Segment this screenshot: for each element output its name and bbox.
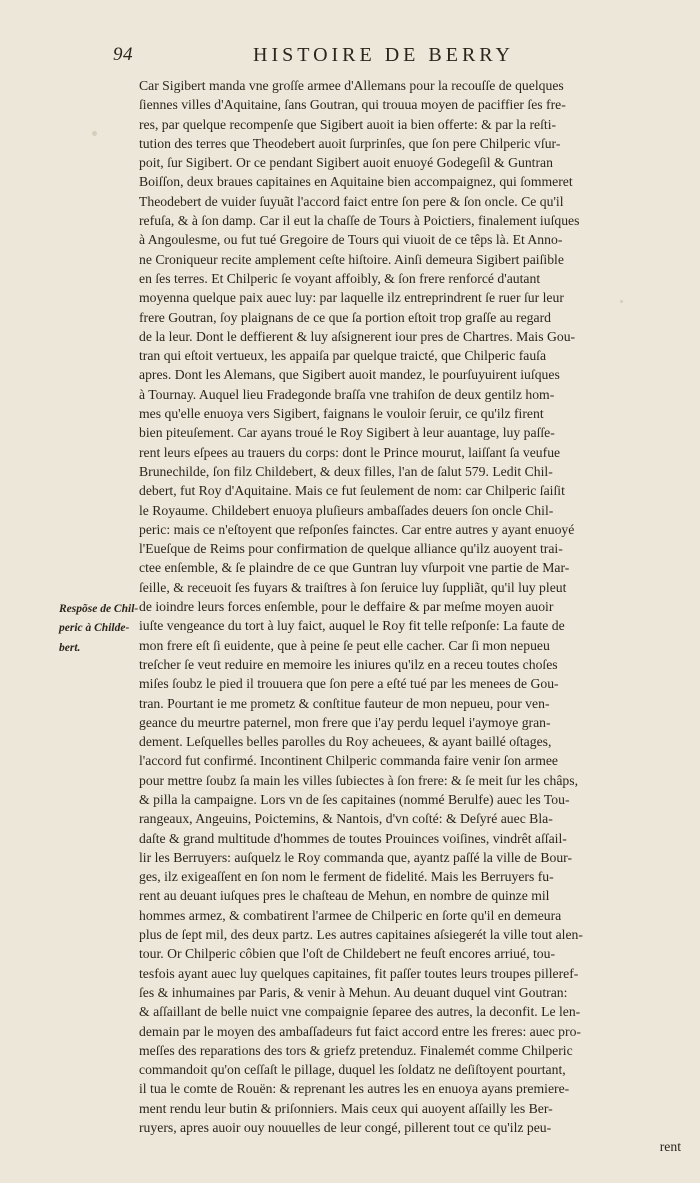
text-line: meſſes des reparations des tors & griefz pretenduz. Finalemét comme Chilperic	[139, 1042, 573, 1058]
text-line: ruyers, apres auoir ouy nouuelles de leur congé, pillerent tout ce qu'ilz peu-	[139, 1120, 552, 1136]
text-line: peric: mais ce n'eſtoyent que reſponſes fainctes. Car entre autres y ayant enuoyé	[139, 521, 575, 537]
text-line: poit, ſur Sigibert. Or ce pendant Sigibert auoit enuoyé Godegeſil & Guntran	[139, 155, 553, 171]
text-line: & pilla la campaigne. Lors vn de ſes capitaines (nommé Berulfe) auec les Tou-	[139, 791, 570, 807]
text-line: commandoit qu'on ceſſaſt le pillage, duquel les ſoldatz ne deſiſtoyent pourtant,	[139, 1062, 566, 1078]
text-line: apres. Dont les Alemans, que Sigibert auoit mandez, le pourſuyuirent iuſques	[139, 367, 560, 383]
marginal-note	[59, 600, 139, 658]
text-line: pour mettre ſoubz ſa main les villes ſubiectes à ſon frere: & ſe meit ſur les châps,	[139, 772, 579, 788]
text-line: l'Eueſque de Reims pour confirmation de quelque alliance qu'ilz auoyent trai-	[139, 541, 563, 557]
marginal-note-line: bert.	[59, 641, 81, 654]
text-line: Boiſſon, deux braues capitaines en Aquitaine bien accompaignez, qui ſommeret	[139, 174, 573, 190]
page-number: 94	[113, 44, 133, 65]
text-line: rent au deuant iuſques pres le chaſteau de Mehun, en nombre de quinze mil	[139, 888, 550, 904]
text-line: ne Croniqueur recite amplement ceſte hiſtoire. Ainſi demeura Sigibert paiſible	[139, 251, 564, 267]
text-line: de la leur. Dont le deffierent & luy aſsignerent iour pres de Chartres. Mais Gou-	[139, 328, 576, 344]
text-line: rangeaux, Angeuins, Poictemins, & Nantois, d'vn coſté: & Deſyré auec Bla-	[139, 811, 553, 827]
text-line: de ioindre leurs forces enſemble, pour le deffaire & par meſme moyen auoir	[139, 599, 554, 615]
text-line: miſes ſoubz le pied il trouuera que ſon pere a eſté tué par les menees de Gou-	[139, 676, 559, 692]
text-line: frere Goutran, ſoy plaignans de ce que ſa portion eſtoit trop graſſe au regard	[139, 309, 551, 325]
text-line: Brunechilde, ſon filz Childebert, & deux filles, l'an de ſalut 579. Ledit Chil-	[139, 463, 553, 479]
text-line: Theodebert de vuider ſuyuãt l'accord faict entre ſon pere & ſon oncle. Ce qu'il	[139, 193, 564, 209]
text-line: bien piteuſement. Car ayans troué le Roy Sigibert à leur auantage, luy paſſe-	[139, 425, 555, 441]
text-line: hommes armez, & combatirent l'armee de Chilperic en ſorte qu'il en demeura	[139, 907, 562, 923]
ink-spot	[92, 131, 97, 136]
text-line: à Angoulesme, ou fut tué Gregoire de Tours qui viuoit de ce têps là. Et Anno-	[139, 232, 563, 248]
text-line: plus de ſept mil, des deux partz. Les autres capitaines aſsiegerét la ville tout alen-	[139, 927, 583, 943]
text-line: demain par le moyen des ambaſſadeurs fut faict accord entre les freres: auec pro-	[139, 1023, 581, 1039]
marginal-note-line: Respõse de Chil-	[59, 603, 139, 615]
text-line: mon frere eſt ſi euidente, que à peine ſe peut elle cacher. Car ſi mon nepueu	[139, 637, 550, 653]
text-line: debert, fut Roy d'Aquitaine. Mais ce fut ſeulement de nom: car Chilperic ſaiſit	[139, 483, 565, 499]
text-line: refuſa, & à ſon damp. Car il eut la chaſſe de Tours à Poictiers, finalement iuſques	[139, 213, 580, 229]
text-line: l'accord fut confirmé. Incontinent Chilperic commanda faire venir ſon armee	[139, 753, 558, 769]
text-line: geance du meurtre paternel, mon frere que i'ay perdu lequel i'aymoye gran-	[139, 714, 551, 730]
text-line: il tua le comte de Rouën: & reprenant les autres les en enuoya ayans premiere-	[139, 1081, 570, 1097]
marginal-note-line: peric à Childe-	[59, 622, 130, 635]
text-line: mes qu'elle enuoya vers Sigibert, faignans le vouloir ſeruir, ce qu'ilz firent	[139, 406, 544, 422]
text-line: le Royaume. Childebert enuoya pluſieurs ambaſſades deuers ſon oncle Chil-	[139, 502, 554, 518]
text-line: moyenna quelque paix auec luy: par laquelle ilz entreprindrent ſe ruer ſur leur	[139, 290, 564, 306]
text-line: tour. Or Chilperic côbien que l'oſt de Childebert ne feuſt encores arriué, tou-	[139, 946, 555, 962]
text-line: tran. Pourtant ie me prometz & conſtitue fauteur de mon nepueu, pour ven-	[139, 695, 550, 711]
running-title: HISTOIRE DE BERRY	[253, 44, 514, 66]
text-line: ctee enſemble, & ſe plaindre de ce que Guntran luy vſurpoit vne partie de Mar-	[139, 560, 570, 576]
text-line: à Tournay. Auquel lieu Fradegonde braſſa vne trahiſon de deux gentilz hom-	[139, 386, 555, 402]
text-line: tran qui eſtoit vertueux, les appaiſa par quelque traicté, que Chilperic fauſa	[139, 348, 547, 364]
page-header	[113, 44, 583, 74]
text-line: treſcher ſe veut reduire en memoire les iniures qu'ilz en a receu toutes choſes	[139, 656, 558, 672]
text-line: rent	[659, 1139, 681, 1155]
text-line: iuſte vengeance du tort à luy faict, auquel le Roy fit telle reſponſe: La faute de	[139, 618, 565, 634]
text-line: ment rendu leur butin & priſonniers. Mais ceux qui auoyent aſſailly les Ber-	[139, 1100, 553, 1116]
text-line: ges, ilz exigeaſſent en ſon nom le ferment de fidelité. Mais les Berruyers fu-	[139, 869, 554, 885]
text-line: tesfois ayant auec luy quelques capitaines, fit paſſer toutes leurs troupes pilleref-	[139, 965, 579, 981]
text-line: & aſſaillant de belle nuict vne compaignie ſeparee des autres, la deconfit. Le len-	[139, 1004, 581, 1020]
text-line: rent leurs eſpees au trauers du corps: dont le Prince mourut, laiſſant ſa veufue	[139, 444, 561, 460]
text-line: dement. Leſquelles belles parolles du Roy acheuees, & ayant baillé oſtages,	[139, 734, 552, 750]
text-line: ſiennes villes d'Aquitaine, ſans Goutran, qui trouua moyen de paciffier ſes fre-	[139, 97, 566, 113]
text-line: tution des terres que Theodebert auoit ſurprinſes, que ſon pere Chilperic vſur-	[139, 135, 561, 151]
text-line: ſes & inhumaines par Paris, & venir à Mehun. Au deuant duquel vint Goutran:	[139, 984, 568, 1000]
body-text	[139, 76, 681, 1157]
text-line: ſeille, & receuoit ſes fuyars & traiſtres à ſon ſeruice luy ſuppliãt, qu'il luy pleut	[139, 579, 567, 595]
text-line: en ſes terres. Et Chilperic ſe voyant affoibly, & ſon frere renforcé d'autant	[139, 270, 541, 286]
text-line: res, par quelque recompenſe que Sigibert auoit ia bien offerte: & par la reſti-	[139, 116, 557, 132]
text-line: daſte & grand multitude d'hommes de toutes Prouinces voiſines, vindrêt aſſail-	[139, 830, 567, 846]
text-line: lir les Berruyers: auſquelz le Roy commanda que, ayantz paſſé la ville de Bour-	[139, 849, 573, 865]
text-line: Car Sigibert manda vne groſſe armee d'Allemans pour la recouſſe de quelques	[139, 78, 564, 93]
